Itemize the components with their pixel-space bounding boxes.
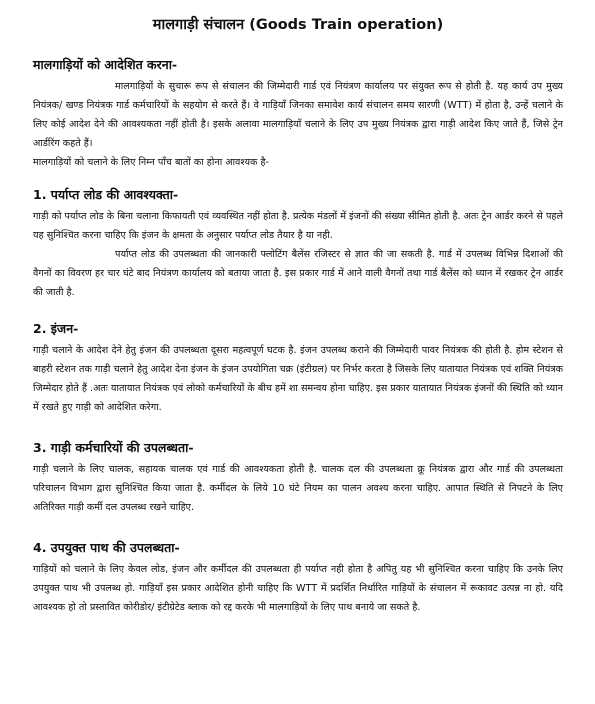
section-engine bbox=[33, 320, 563, 417]
section-heading: मालगाड़ियों को आदेशित करना- bbox=[33, 57, 178, 72]
section-heading: 1. पर्याप्त लोड की आवश्यक्ता- bbox=[33, 187, 179, 202]
paragraph: मालगाड़ियों को चलाने के लिए निम्न पाँच बातों का होना आवश्यक है- bbox=[33, 157, 270, 168]
paragraph: गाड़ियों को चलाने के लिए केवल लोड, इंजन और कर्मीदल की उपलब्धता ही पर्याप्त नही होता है अपितु यह भी सुनिश्चित करना चाहिए कि उनके लिए उपयुक्त पाथ भी उपलब्ध हो. गाड़ियाँ इस प्रकार आदेशित होनी चाहिए कि WTT में प्रदर्शित निर्धारित गाड़ियों के संचालन में रूकावट उत्पन्न ना हो. यदि आवश्यक हो तो प्रस्तावित कोरीडोर/ इंटीग्रेटेड ब्लाक को रद्द करके भी मालगाड़ियों के लिए पाथ बनाये जा सकते है. bbox=[33, 564, 563, 613]
section-load bbox=[33, 186, 563, 302]
section-crew bbox=[33, 439, 563, 517]
page-title: मालगाड़ी संचालन (Goods Train operation) bbox=[152, 17, 444, 33]
section-ordering bbox=[33, 56, 563, 172]
section-heading: 3. गाड़ी कर्मचारियों की उपलब्धता- bbox=[33, 440, 194, 455]
paragraph: गाड़ी चलाने के आदेश देने हेतु इंजन की उपलब्धता दूसरा महत्वपूर्ण घटक है. इंजन उपलब्ध कराने की जिम्मेदारी पावर नियंत्रक की होती है. होम स्टेशन से बाहरी स्टेशन तक गाड़ी चलाने हेतु आदेश देना इंजन के इंजन उपयोगिता चक्र (इंटीग्रल) पर निर्भर करता है जिसके लिए यातायात नियंत्रक एवं शक्ति नियंत्रक जिम्मेदार होते हैं .अतः यातायात नियंत्रक एवं लोको कर्मचारियों के बीच हमें शा समन्वय होना चाहिए. इस प्रकार यातायात नियंत्रक इंजनों की स्थिति को ध्यान में रखते हुए गाड़ी को आदेशित करेगा. bbox=[33, 345, 563, 413]
section-heading: 2. इंजन- bbox=[33, 321, 79, 336]
paragraph: गाड़ी चलाने के लिए चालक, सहायक चालक एवं गार्ड की आवश्यकता होती है. चालक दल की उपलब्धता क्रू नियंत्रक द्वारा और गार्ड की उपलब्धता परिचालन विभाग द्वारा सुनिश्चित किया जाता है. कर्मीदल के लिये 10 घंटे नियम का पालन अवश्य करना चाहिए. आपात स्थिति से निपटने के लिए अतिरिक्त गाड़ी कर्मी दल उपलब्ध रखने चाहिए. bbox=[33, 464, 563, 513]
paragraph: पर्याप्त लोड की उपलब्धता की जानकारी फ्लोटिंग बैलेंस रजिस्टर से ज्ञात की जा सकती है. गार्ड में उपलब्ध विभिन्न दिशाओं की वैगनों का विवरण हर चार घंटे बाद नियंत्रण कार्यालय को बताया जाता है. इस प्रकार गार्ड में आने वाली वैगनों तथा गार्ड बैलेंस को ध्यान में रखकर ट्रेन आर्डर की जाती है. bbox=[33, 249, 563, 298]
paragraph: मालगाड़ियों के सुचारू रूप से संचालन की जिम्मेदारी गार्ड एवं नियंत्रण कार्यालय पर संयुक्त रूप से होती है. यह कार्य उप मुख्य नियंत्रक/ खण्ड नियंत्रक गार्ड कर्मचारियों के सहयोग से करते हैं। वे गाड़ियाँ जिनका समावेश कार्य संचालन समय सारणी (WTT) में होता है, उन्हें चलाने के लिए कोई आदेश देने की आवश्यकता नहीं होती है। इसके अलावा मालगाड़ियाँ चलाने के लिए उप मुख्य नियंत्रक द्वारा गाड़ी आदेश किए जाते हैं, जिसे ट्रेन आर्डरिंग कहते हैं। bbox=[33, 81, 563, 149]
section-heading: 4. उपयुक्त पाथ की उपलब्धता- bbox=[33, 540, 180, 555]
paragraph: गाड़ी को पर्याप्त लोड के बिना चलाना किफायती एवं व्यवस्थित नहीं होता है. प्रत्येक मंडलों में इंजनों की संख्या सीमित होती है. अतः ट्रेन आर्डर करने से पहले यह सुनिश्चित करना चाहिए कि इंजन के क्षमता के अनुसार पर्याप्त लोड तैयार है या नही. bbox=[33, 211, 563, 241]
section-path bbox=[33, 539, 563, 617]
